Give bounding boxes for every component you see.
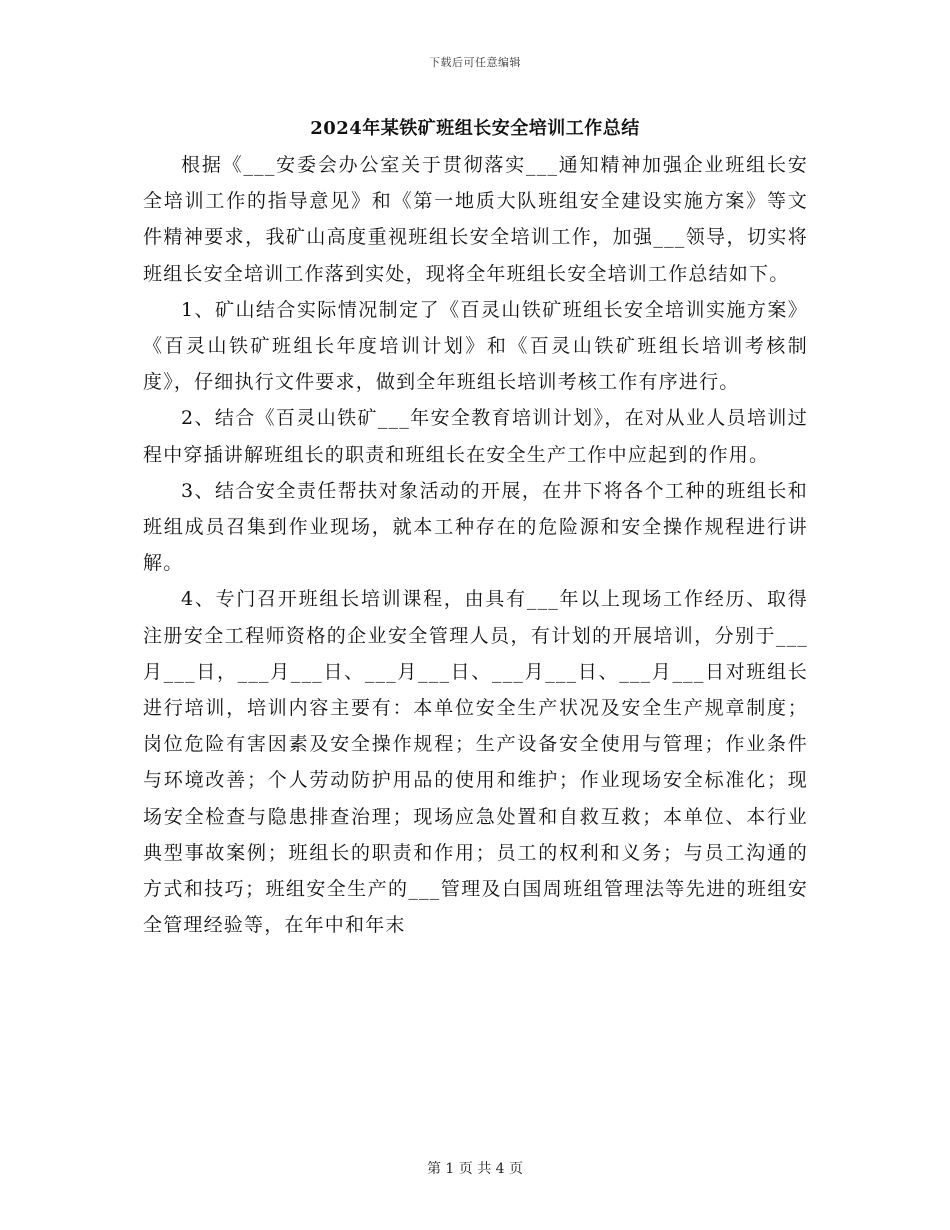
page-header-note: 下载后可任意编辑 [429, 56, 521, 69]
document-title: 2024年某铁矿班组长安全培训工作总结 [310, 118, 640, 139]
paragraph-item-1: 1、矿山结合实际情况制定了《百灵山铁矿班组长安全培训实施方案》《百灵山铁矿班组长年度培训计划》和《百灵山铁矿班组长培训考核制度》，仔细执行文件要求，做到全年班组长培训考核工作有序进行。 [143, 298, 808, 394]
document-body [143, 147, 808, 943]
paragraph-intro: 根据《___安委会办公室关于贯彻落实___通知精神加强企业班组长安全培训工作的指导意见》和《第一地质大队班组安全建设实施方案》等文件精神要求，我矿山高度重视班组长安全培训工作，加强___领导，切实将班组长安全培训工作落到实处，现将全年班组长安全培训工作总结如下。 [143, 154, 808, 285]
paragraph-item-3: 3、结合安全责任帮扶对象活动的开展，在井下将各个工种的班组长和班组成员召集到作业现场，就本工种存在的危险源和安全操作规程进行讲解。 [143, 479, 808, 575]
paragraph-item-2: 2、结合《百灵山铁矿___年安全教育培训计划》，在对从业人员培训过程中穿插讲解班组长的职责和班组长在安全生产工作中应起到的作用。 [143, 407, 808, 466]
page-number: 第 1 页 共 4 页 [426, 1161, 524, 1177]
paragraph-item-4: 4、专门召开班组长培训课程，由具有___年以上现场工作经历、取得注册安全工程师资格的企业安全管理人员，有计划的开展培训，分别于___月___日，___月___日、___月___日、___月___日、___月___日对班组长进行培训，培训内容主要有：本单位安全生产状况及安全生产规章制度；岗位危险有害因素及安全操作规程；生产设备安全使用与管理；作业条件与环境改善；个人劳动防护用品的使用和维护；作业现场安全标准化；现场安全检查与隐患排查治理；现场应急处置和自救互救；本单位、本行业典型事故案例；班组长的职责和作用；员工的权利和义务；与员工沟通的方式和技巧；班组安全生产的___管理及白国周班组管理法等先进的班组安全管理经验等，在年中和年末 [143, 588, 808, 937]
